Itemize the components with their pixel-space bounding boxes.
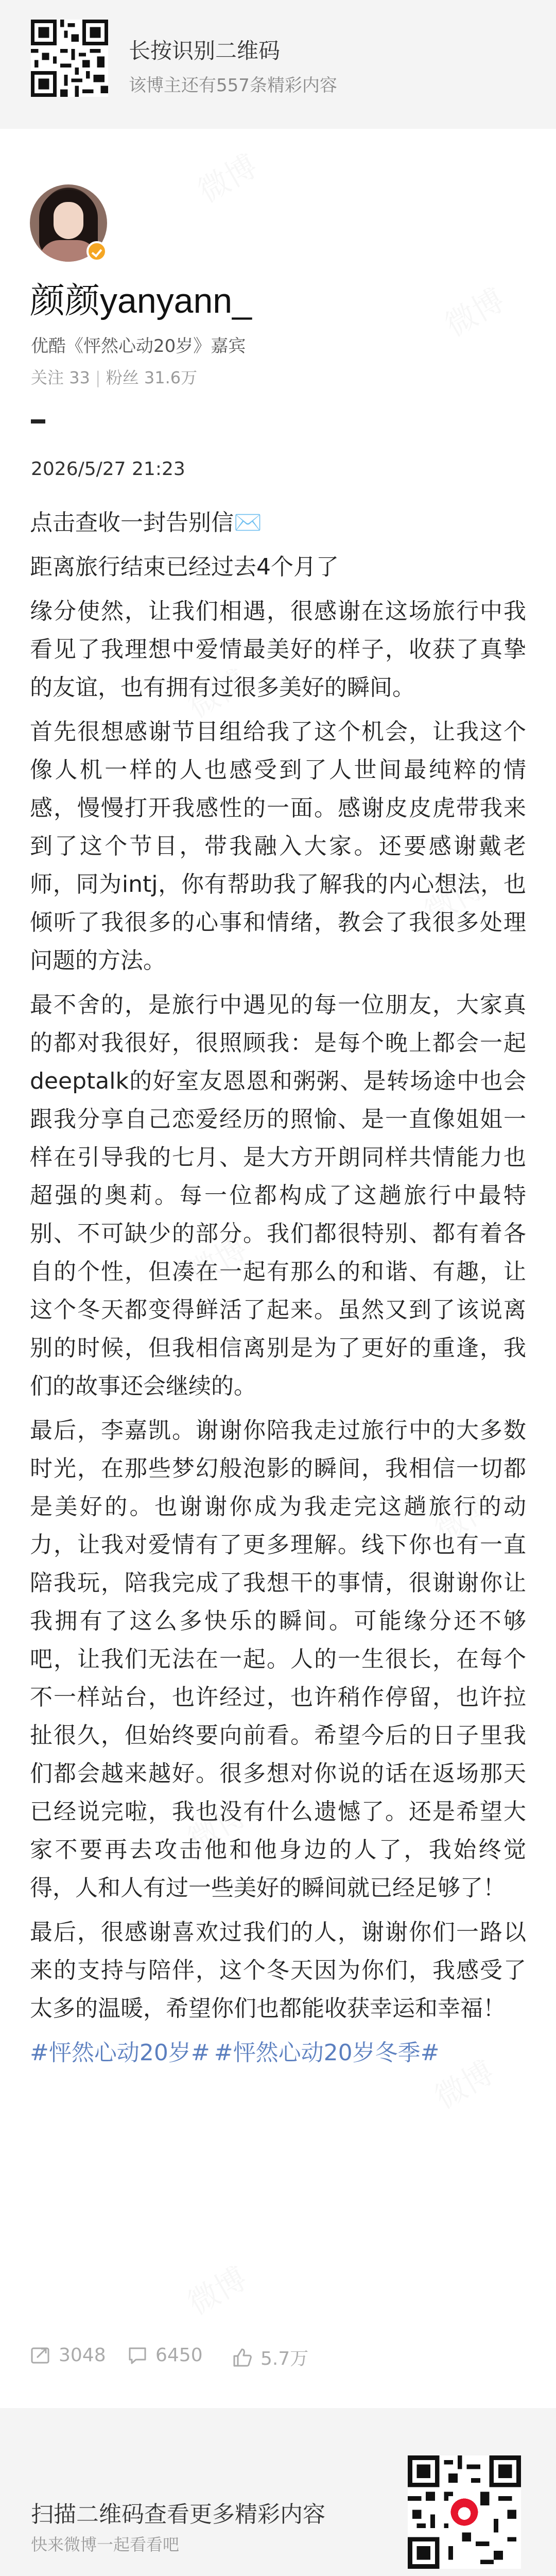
hashtag-link[interactable]: #怦然心动20岁# [30, 2040, 210, 2066]
post-date: 2026/5/27 21:23 [31, 459, 185, 480]
hashtag-link[interactable]: #怦然心动20岁冬季# [214, 2040, 440, 2066]
followers-label: 粉丝 [106, 368, 139, 387]
qr-banner[interactable] [0, 0, 556, 129]
footer-title: 扫描二维码查看更多精彩内容 [31, 2501, 325, 2528]
repost-button[interactable] [30, 2344, 106, 2366]
like-button[interactable] [232, 2344, 308, 2370]
paragraph: 距离旅行结束已经过去4个月了 [30, 554, 339, 580]
like-icon [232, 2347, 253, 2368]
paragraph: 点击查收一封告别信✉️ [30, 510, 262, 536]
verified-description: 优酷《怦然心动20岁》嘉宾 [31, 336, 246, 357]
divider [31, 419, 45, 423]
comment-button[interactable] [127, 2344, 203, 2366]
comment-count: 6450 [155, 2344, 203, 2366]
qr-code-icon [408, 2455, 521, 2569]
action-bar [30, 2344, 526, 2375]
following-label: 关注 [31, 368, 64, 387]
post-body [30, 504, 526, 2072]
hashtags [30, 2034, 526, 2072]
repost-icon [30, 2344, 51, 2366]
paragraph: 最后，很感谢喜欢过我们的人，谢谢你们一路以来的支持与陪伴，这个冬天因为你们，我感受了太多的温暖，希望你们也都能收获幸运和幸福！ [30, 1919, 526, 2022]
qr-code-icon [31, 20, 108, 97]
like-count: 5.7万 [260, 2348, 309, 2369]
comment-icon [127, 2344, 148, 2366]
verified-badge-icon [86, 241, 107, 262]
following-count: 33 [69, 368, 90, 387]
watermark-text [179, 2255, 254, 2324]
banner-subtitle: 该博主还有557条精彩内容 [129, 75, 337, 96]
watermark-text [436, 276, 512, 345]
banner-title: 长按识别二维码 [129, 38, 281, 63]
footer-qr-card[interactable] [0, 2408, 556, 2576]
paragraph: 缘分使然，让我们相遇，很感谢在这场旅行中我看见了我理想中爱情最美好的样子，收获了真挚的友谊，也有拥有过很多美好的瞬间。 [30, 598, 526, 701]
username[interactable]: 颜颜yanyann_ [30, 281, 252, 320]
repost-count: 3048 [59, 2344, 106, 2366]
footer-subtitle: 快来微博一起看看吧 [31, 2535, 180, 2554]
paragraph: 最后，李嘉凯。谢谢你陪我走过旅行中的大多数时光，在那些梦幻般泡影的瞬间，我相信一切都是美好的。也谢谢你成为我走完这趟旅行的动力，让我对爱情有了更多理解。线下你也有一直陪我玩，陪我完成了我想干的事情，很谢谢你让我拥有了这么多快乐的瞬间。可能缘分还不够吧，让我们无法在一起。人的一生很长，在每个不一样站台，也许经过，也许稍作停留，也许拉扯很久，但始终要向前看。希望今后的日子里我们都会越来越好。很多想对你说的话在返场那天已经说完啦，我也没有什么遗憾了。还是希望大家不要再去攻击他和他身边的人了，我始终觉得，人和人有过一些美好的瞬间就已经足够了！ [30, 1417, 526, 1901]
watermark-text [189, 142, 265, 211]
paragraph: 首先很想感谢节目组给我了这个机会，让我这个像人机一样的人也感受到了人世间最纯粹的情感，慢慢打开我感性的一面。感谢皮皮虎带我来到了这个节目，带我融入大家。还要感谢戴老师，同为intj，你有帮助我了解我的内心想法，也倾听了我很多的心事和情绪，教会了我很多处理问题的方法。 [30, 719, 526, 974]
followers-count: 31.6万 [144, 368, 198, 387]
follow-stats: 关注 33 | 粉丝 31.6万 [31, 368, 198, 387]
paragraph: 最不舍的，是旅行中遇见的每一位朋友，大家真的都对我很好，很照顾我：是每个晚上都会一起deeptalk的好室友恩恩和粥粥、是转场途中也会跟我分享自己恋爱经历的照愉、是一直像姐姐一样在引导我的七月、是大方开朗同样共情能力也超强的奥莉。每一位都构成了这趟旅行中最特别、不可缺少的部分。我们都很特别、都有着各自的个性，但凑在一起有那么的和谐、有趣，让这个冬天都变得鲜活了起来。虽然又到了该说离别的时候，但我相信离别是为了更好的重逢，我们的故事还会继续的。 [30, 992, 526, 1399]
